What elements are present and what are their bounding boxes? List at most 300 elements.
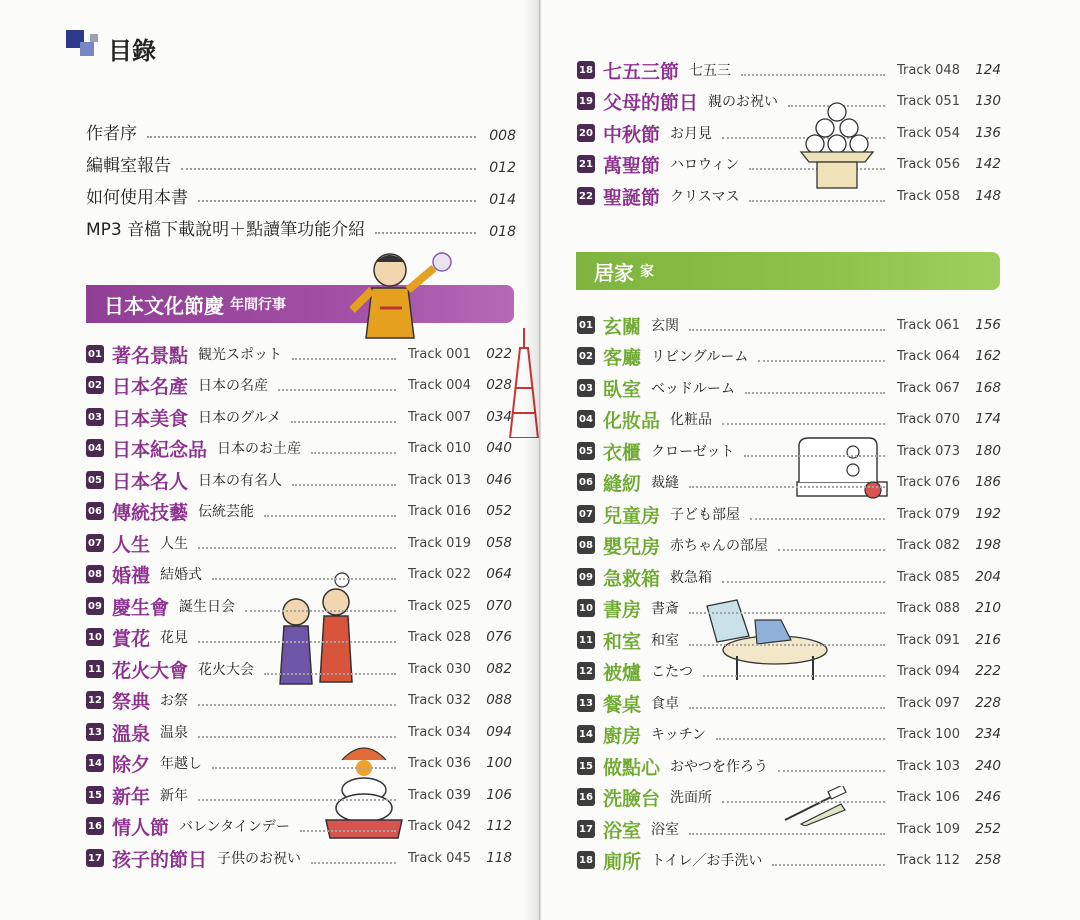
entry-title-jp: トイレ／お手洗い xyxy=(651,853,763,869)
entry-page: 022 xyxy=(486,346,512,362)
entry-title-zh: 廁所 xyxy=(603,850,642,873)
entry-track: Track 103 xyxy=(897,758,960,774)
entry-page: 180 xyxy=(975,443,1001,459)
leader-dots xyxy=(778,760,885,772)
entry-title-zh: 日本美食 xyxy=(112,407,189,430)
entry-page: 216 xyxy=(975,632,1001,648)
entry-title-jp: 子供のお祝い xyxy=(217,851,302,867)
entry-title-zh: 新年 xyxy=(112,785,151,808)
leader-dots xyxy=(198,631,396,643)
tsukimi-dango-illustration-icon xyxy=(797,100,877,192)
toc-entry[interactable] xyxy=(577,311,1001,339)
leader-dots xyxy=(278,379,396,391)
entry-track: Track 007 xyxy=(408,409,471,425)
entry-track: Track 073 xyxy=(897,443,960,459)
entry-title-zh: 慶生會 xyxy=(112,596,170,619)
entry-page: 064 xyxy=(486,566,512,582)
section-subtitle: 年間行事 xyxy=(230,297,286,313)
entry-title-zh: 化妝品 xyxy=(603,409,661,432)
toc-entry[interactable] xyxy=(577,846,1001,874)
entry-number: 10 xyxy=(577,599,595,617)
toc-entry[interactable] xyxy=(577,783,1001,811)
entry-title-jp: 玄関 xyxy=(651,318,680,334)
entry-title-jp: バレンタインデー xyxy=(179,819,290,835)
entry-number: 06 xyxy=(577,473,595,491)
entry-title-jp: ハロウィン xyxy=(670,157,740,173)
entry-number: 12 xyxy=(577,662,595,680)
entry-page: 204 xyxy=(975,569,1001,585)
intro-item-page: 008 xyxy=(489,128,516,144)
entry-page: 058 xyxy=(486,535,512,551)
entry-title-zh: 除夕 xyxy=(112,753,151,776)
intro-item[interactable] xyxy=(86,118,516,144)
leader-dots xyxy=(311,442,396,454)
leader-dots xyxy=(741,64,885,76)
intro-item[interactable] xyxy=(86,150,516,176)
toc-entry[interactable] xyxy=(577,720,1001,748)
leader-dots xyxy=(722,791,885,803)
leader-dots xyxy=(198,726,396,738)
leader-dots xyxy=(212,568,396,580)
entry-title-jp: おやつを作ろう xyxy=(670,759,769,775)
entry-track: Track 088 xyxy=(897,600,960,616)
toc-entry[interactable] xyxy=(577,531,1001,559)
toc-entry[interactable] xyxy=(577,119,1001,147)
entry-title-jp: 裁縫 xyxy=(651,475,680,491)
entry-title-zh: 著名景點 xyxy=(112,344,189,367)
entry-track: Track 061 xyxy=(897,317,960,333)
entry-track: Track 064 xyxy=(897,348,960,364)
entry-title-zh: 嬰兒房 xyxy=(603,535,661,558)
entry-page: 076 xyxy=(486,629,512,645)
entry-number: 18 xyxy=(577,851,595,869)
entry-title-zh: 人生 xyxy=(112,533,151,556)
entry-title-jp: 伝統芸能 xyxy=(198,504,255,520)
entry-title-jp: 子ども部屋 xyxy=(670,507,741,523)
leader-dots xyxy=(744,445,885,457)
toc-entry[interactable] xyxy=(577,815,1001,843)
entry-page: 112 xyxy=(486,818,512,834)
entry-title-jp: 新年 xyxy=(160,788,189,804)
entry-track: Track 036 xyxy=(408,755,471,771)
entry-title-jp: 救急箱 xyxy=(670,570,713,586)
entry-number: 05 xyxy=(86,471,104,489)
entry-title-zh: 臥室 xyxy=(603,378,642,401)
entry-number: 13 xyxy=(86,723,104,741)
entry-page: 124 xyxy=(975,62,1001,78)
entry-page: 130 xyxy=(975,93,1001,109)
toc-entry[interactable] xyxy=(86,655,512,683)
intro-item-page: 018 xyxy=(489,224,516,240)
entry-title-zh: 孩子的節日 xyxy=(112,848,208,871)
entry-number: 07 xyxy=(86,534,104,552)
entry-title-jp: キッチン xyxy=(651,727,707,743)
entry-page: 046 xyxy=(486,472,512,488)
entry-track: Track 079 xyxy=(897,506,960,522)
entry-track: Track 076 xyxy=(897,474,960,490)
leader-dots xyxy=(375,232,476,234)
entry-page: 162 xyxy=(975,348,1001,364)
leader-dots xyxy=(772,854,885,866)
entry-track: Track 085 xyxy=(897,569,960,585)
leader-dots xyxy=(689,697,885,709)
entry-page: 234 xyxy=(975,726,1001,742)
entry-number: 14 xyxy=(577,725,595,743)
entry-track: Track 058 xyxy=(897,188,960,204)
entry-number: 15 xyxy=(86,786,104,804)
entry-track: Track 056 xyxy=(897,156,960,172)
entry-title-jp: 日本の有名人 xyxy=(198,473,283,489)
entry-page: 118 xyxy=(486,850,512,866)
entry-track: Track 030 xyxy=(408,661,471,677)
toc-entry[interactable] xyxy=(86,371,512,399)
entry-track: Track 019 xyxy=(408,535,471,551)
entry-page: 100 xyxy=(486,755,512,771)
entry-track: Track 004 xyxy=(408,377,471,393)
entry-title-zh: 衣櫃 xyxy=(603,441,642,464)
entry-page: 034 xyxy=(486,409,512,425)
entry-title-zh: 萬聖節 xyxy=(603,154,661,177)
entry-number: 02 xyxy=(86,376,104,394)
entry-title-jp: 結婚式 xyxy=(160,567,203,583)
entry-page: 136 xyxy=(975,125,1001,141)
entry-page: 258 xyxy=(975,852,1001,868)
toc-entry[interactable] xyxy=(577,626,1001,654)
toc-entry[interactable] xyxy=(86,340,512,368)
entry-track: Track 032 xyxy=(408,692,471,708)
toc-entry[interactable] xyxy=(86,781,512,809)
entry-page: 040 xyxy=(486,440,512,456)
entry-number: 13 xyxy=(577,694,595,712)
entry-title-zh: 日本名產 xyxy=(112,375,189,398)
entry-number: 17 xyxy=(86,849,104,867)
entry-number: 04 xyxy=(577,410,595,428)
entry-page: 088 xyxy=(486,692,512,708)
leader-dots xyxy=(689,634,885,646)
entry-number: 04 xyxy=(86,439,104,457)
entry-track: Track 097 xyxy=(897,695,960,711)
leader-dots xyxy=(181,168,476,170)
entry-page: 082 xyxy=(486,661,512,677)
entry-number: 07 xyxy=(577,505,595,523)
toc-entry[interactable] xyxy=(577,563,1001,591)
leader-dots xyxy=(292,348,396,360)
entry-page: 156 xyxy=(975,317,1001,333)
entry-number: 05 xyxy=(577,442,595,460)
entry-title-jp: 化粧品 xyxy=(670,412,713,428)
section-title: 居家 xyxy=(594,260,634,285)
toc-entry[interactable] xyxy=(577,374,1001,402)
leader-dots xyxy=(689,602,885,614)
entry-title-jp: クリスマス xyxy=(670,189,740,205)
intro-item-title: 編輯室報告 xyxy=(86,156,171,176)
entry-number: 16 xyxy=(86,817,104,835)
entry-title-jp: 和室 xyxy=(651,633,680,649)
entry-title-jp: 年越し xyxy=(160,756,203,772)
entry-title-zh: 客廳 xyxy=(603,346,642,369)
entry-track: Track 048 xyxy=(897,62,960,78)
toc-entry[interactable] xyxy=(86,466,512,494)
entry-title-jp: 日本の名産 xyxy=(198,378,269,394)
toc-entry[interactable] xyxy=(86,812,512,840)
entry-title-zh: 做點心 xyxy=(603,756,661,779)
entry-title-zh: 縫紉 xyxy=(603,472,642,495)
leader-dots xyxy=(722,413,885,425)
entry-number: 09 xyxy=(577,568,595,586)
entry-number: 14 xyxy=(86,754,104,772)
leader-dots xyxy=(689,319,885,331)
entry-title-zh: 日本名人 xyxy=(112,470,189,493)
toc-entry[interactable] xyxy=(86,403,512,431)
intro-item-title: MP3 音檔下載說明＋點讀筆功能介紹 xyxy=(86,220,366,240)
entry-track: Track 094 xyxy=(897,663,960,679)
entry-track: Track 013 xyxy=(408,472,471,488)
entry-title-jp: 赤ちゃんの部屋 xyxy=(670,538,769,554)
entry-title-zh: 廚房 xyxy=(603,724,642,747)
entry-title-zh: 七五三節 xyxy=(603,60,680,83)
toc-entry[interactable] xyxy=(86,560,512,588)
leader-dots xyxy=(745,382,885,394)
toc-entry[interactable] xyxy=(577,657,1001,685)
entry-page: 246 xyxy=(975,789,1001,805)
entry-number: 09 xyxy=(86,597,104,615)
entry-track: Track 051 xyxy=(897,93,960,109)
entry-track: Track 028 xyxy=(408,629,471,645)
entry-page: 192 xyxy=(975,506,1001,522)
entry-title-zh: 急救箱 xyxy=(603,567,661,590)
entry-track: Track 106 xyxy=(897,789,960,805)
entry-title-jp: お月見 xyxy=(670,126,713,142)
entry-page: 174 xyxy=(975,411,1001,427)
entry-page: 228 xyxy=(975,695,1001,711)
toc-entry[interactable] xyxy=(86,592,512,620)
entry-title-zh: 賞花 xyxy=(112,627,151,650)
entry-page: 186 xyxy=(975,474,1001,490)
entry-title-jp: 温泉 xyxy=(160,725,189,741)
entry-track: Track 091 xyxy=(897,632,960,648)
entry-number: 08 xyxy=(577,536,595,554)
section-title: 日本文化節慶 xyxy=(104,293,224,318)
intro-item-page: 014 xyxy=(489,192,516,208)
entry-title-zh: 日本紀念品 xyxy=(112,438,208,461)
toc-title: 目錄 xyxy=(108,36,156,65)
entry-title-jp: こたつ xyxy=(651,664,694,680)
leader-dots xyxy=(264,663,396,675)
entry-title-jp: 日本のお土産 xyxy=(217,441,302,457)
entry-title-zh: 書房 xyxy=(603,598,642,621)
entry-number: 01 xyxy=(577,316,595,334)
intro-item[interactable] xyxy=(86,214,516,240)
entry-track: Track 112 xyxy=(897,852,960,868)
entry-title-zh: 洗臉台 xyxy=(603,787,661,810)
entry-number: 21 xyxy=(577,155,595,173)
entry-page: 106 xyxy=(486,787,512,803)
entry-title-zh: 父母的節日 xyxy=(603,91,699,114)
entry-number: 16 xyxy=(577,788,595,806)
leader-dots xyxy=(291,411,396,423)
leader-dots xyxy=(758,350,885,362)
entry-track: Track 082 xyxy=(897,537,960,553)
toc-entry[interactable] xyxy=(86,749,512,777)
entry-number: 11 xyxy=(577,631,595,649)
entry-title-zh: 情人節 xyxy=(112,816,170,839)
section-banner-home xyxy=(576,252,1000,290)
entry-track: Track 045 xyxy=(408,850,471,866)
toc-entry[interactable] xyxy=(577,752,1001,780)
entry-title-zh: 浴室 xyxy=(603,819,642,842)
entry-title-jp: 食卓 xyxy=(651,696,680,712)
leader-dots xyxy=(778,539,885,551)
entry-title-zh: 被爐 xyxy=(603,661,642,684)
entry-track: Track 070 xyxy=(897,411,960,427)
entry-title-jp: 花火大会 xyxy=(198,662,255,678)
entry-title-jp: 七五三 xyxy=(689,63,732,79)
entry-track: Track 042 xyxy=(408,818,471,834)
entry-page: 252 xyxy=(975,821,1001,837)
leader-dots xyxy=(300,820,396,832)
toc-entry[interactable] xyxy=(86,434,512,462)
intro-item-title: 如何使用本書 xyxy=(86,188,188,208)
entry-title-jp: 花見 xyxy=(160,630,189,646)
leader-dots xyxy=(198,537,396,549)
intro-item-page: 012 xyxy=(489,160,516,176)
entry-title-zh: 婚禮 xyxy=(112,564,151,587)
entry-title-jp: 浴室 xyxy=(651,822,680,838)
toc-entry[interactable] xyxy=(577,342,1001,370)
entry-track: Track 100 xyxy=(897,726,960,742)
toc-entry[interactable] xyxy=(86,844,512,872)
toc-entry[interactable] xyxy=(577,437,1001,465)
toc-entry[interactable] xyxy=(86,529,512,557)
entry-track: Track 039 xyxy=(408,787,471,803)
entry-number: 15 xyxy=(577,757,595,775)
intro-item-title: 作者序 xyxy=(86,124,137,144)
toc-entry[interactable] xyxy=(86,497,512,525)
entry-page: 052 xyxy=(486,503,512,519)
section-subtitle: 家 xyxy=(640,264,654,280)
leader-dots xyxy=(198,789,396,801)
leader-dots xyxy=(198,694,396,706)
entry-title-jp: リビングルーム xyxy=(651,349,749,365)
leader-dots xyxy=(716,728,885,740)
entry-title-zh: 祭典 xyxy=(112,690,151,713)
entry-page: 094 xyxy=(486,724,512,740)
toc-entry[interactable] xyxy=(577,468,1001,496)
toc-entry[interactable] xyxy=(577,405,1001,433)
leader-dots xyxy=(264,505,396,517)
entry-track: Track 010 xyxy=(408,440,471,456)
toc-entry[interactable] xyxy=(577,594,1001,622)
entry-title-jp: 誕生日会 xyxy=(179,599,236,615)
entry-title-jp: 書斎 xyxy=(651,601,680,617)
entry-title-zh: 餐桌 xyxy=(603,693,642,716)
toc-heading xyxy=(66,30,156,66)
entry-number: 10 xyxy=(86,628,104,646)
entry-title-jp: お祭 xyxy=(160,693,189,709)
toc-entry[interactable] xyxy=(86,718,512,746)
toc-entry[interactable] xyxy=(577,689,1001,717)
entry-title-zh: 溫泉 xyxy=(112,722,151,745)
entry-title-zh: 傳統技藝 xyxy=(112,501,189,524)
toc-entry[interactable] xyxy=(86,686,512,714)
toc-entry[interactable] xyxy=(86,623,512,651)
entry-number: 18 xyxy=(577,61,595,79)
entry-page: 148 xyxy=(975,188,1001,204)
entry-number: 02 xyxy=(577,347,595,365)
entry-number: 19 xyxy=(577,92,595,110)
entry-page: 198 xyxy=(975,537,1001,553)
toc-entry[interactable] xyxy=(577,87,1001,115)
leader-dots xyxy=(722,571,885,583)
entry-title-jp: 洗面所 xyxy=(670,790,713,806)
entry-number: 17 xyxy=(577,820,595,838)
entry-title-zh: 聖誕節 xyxy=(603,186,661,209)
entry-track: Track 067 xyxy=(897,380,960,396)
entry-number: 12 xyxy=(86,691,104,709)
toc-entry[interactable] xyxy=(577,150,1001,178)
toc-entry[interactable] xyxy=(577,56,1001,84)
entry-number: 11 xyxy=(86,660,104,678)
leader-dots xyxy=(198,200,476,202)
entry-number: 22 xyxy=(577,187,595,205)
entry-track: Track 054 xyxy=(897,125,960,141)
entry-page: 240 xyxy=(975,758,1001,774)
leader-dots xyxy=(689,476,885,488)
entry-track: Track 022 xyxy=(408,566,471,582)
right-page xyxy=(541,0,1080,920)
entry-title-zh: 玄關 xyxy=(603,315,642,338)
leader-dots xyxy=(703,665,885,677)
entry-page: 070 xyxy=(486,598,512,614)
entry-track: Track 034 xyxy=(408,724,471,740)
toc-entry[interactable] xyxy=(577,500,1001,528)
entry-title-jp: 日本のグルメ xyxy=(198,410,282,426)
entry-title-jp: ベッドルーム xyxy=(651,381,736,397)
entry-title-zh: 兒童房 xyxy=(603,504,661,527)
entry-number: 06 xyxy=(86,502,104,520)
entry-title-jp: 人生 xyxy=(160,536,189,552)
entry-track: Track 001 xyxy=(408,346,471,362)
leader-dots xyxy=(750,508,885,520)
toc-entry[interactable] xyxy=(577,182,1001,210)
entry-track: Track 025 xyxy=(408,598,471,614)
entry-number: 20 xyxy=(577,124,595,142)
entry-page: 222 xyxy=(975,663,1001,679)
entry-title-zh: 和室 xyxy=(603,630,642,653)
leader-dots xyxy=(292,474,396,486)
squares-logo-icon xyxy=(66,30,102,66)
leader-dots xyxy=(212,757,396,769)
entry-number: 03 xyxy=(577,379,595,397)
entry-title-zh: 中秋節 xyxy=(603,123,661,146)
entry-track: Track 016 xyxy=(408,503,471,519)
leader-dots xyxy=(311,852,396,864)
entry-page: 142 xyxy=(975,156,1001,172)
entry-title-zh: 花火大會 xyxy=(112,659,189,682)
entry-title-jp: 親のお祝い xyxy=(708,94,779,110)
leader-dots xyxy=(689,823,885,835)
entry-title-jp: クローゼット xyxy=(651,444,735,460)
entry-number: 01 xyxy=(86,345,104,363)
leader-dots xyxy=(147,136,476,138)
entry-page: 028 xyxy=(486,377,512,393)
festival-dancer-illustration-icon xyxy=(350,248,460,348)
leader-dots xyxy=(245,600,396,612)
entry-page: 168 xyxy=(975,380,1001,396)
entry-title-jp: 観光スポット xyxy=(198,347,283,363)
intro-item[interactable] xyxy=(86,182,516,208)
entry-number: 08 xyxy=(86,565,104,583)
